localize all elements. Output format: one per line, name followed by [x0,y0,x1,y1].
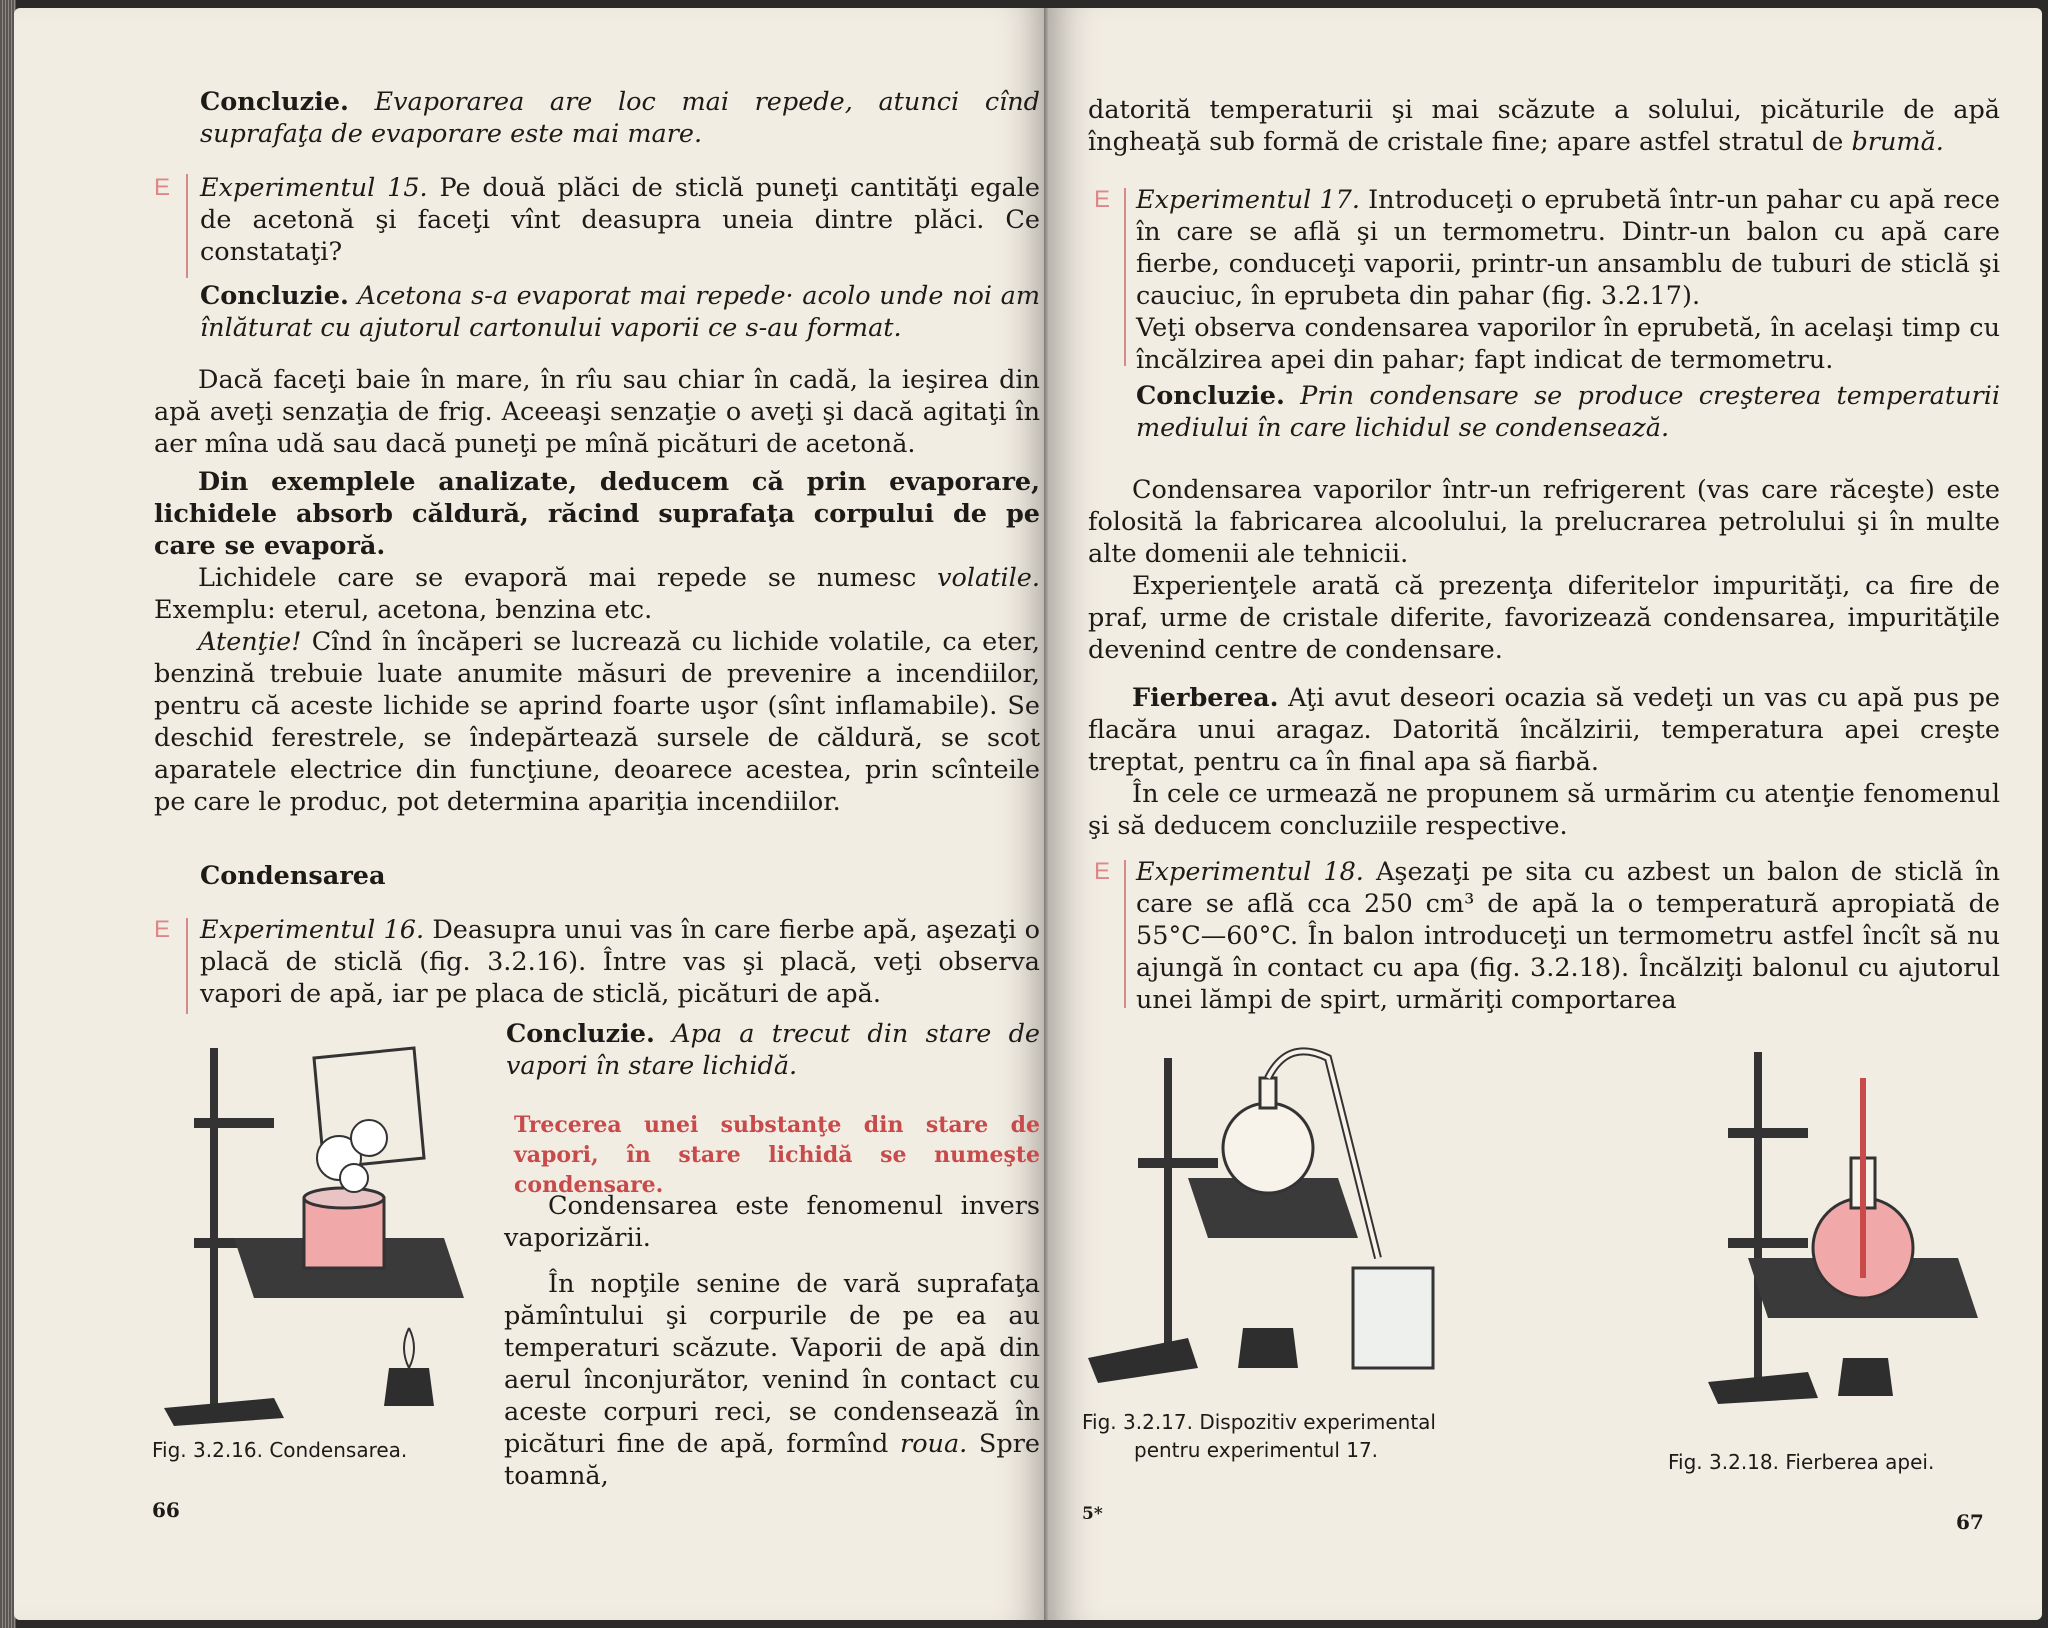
experiment-text: Veţi observa condensarea vaporilor în eprubetă, în acelaşi timp cu încălzirea apei din pahar; fapt indicat de termometru. [1136,313,2000,375]
section-label-fierberea: Fierberea. [1132,683,1279,713]
right-page [1048,8,2042,1620]
figure-caption-line: Fig. 3.2.17. Dispozitiv experimental [1082,1410,1436,1434]
conclusion-label: Concluzie. [200,87,349,117]
section-title: Condensarea [200,861,386,891]
left-page [14,8,1048,1620]
body-paragraphs [154,364,1040,818]
figure-experimental-setup [1078,1038,1498,1408]
paragraph-continued [1088,94,2000,158]
experiment-17 [1136,184,2000,376]
paragraph: Exemplu: eterul, acetona, benzina etc. [154,595,653,625]
conclusion-text: Evaporarea are loc mai repede, atunci cînd suprafaţa de evaporare este mai mare. [200,87,1041,149]
conclusion-text: Acetona s-a evaporat mai repede· acolo unde noi am înlăturat cu ajutorul cartonului vaporii ce s-au format. [200,281,1041,343]
term-bruma: brumă. [1851,127,1944,157]
paragraph: În nopţile senine de vară suprafaţa pămîntului şi corpurile de pe ea au temperaturi scăzute. Vaporii de apă din aerul înconjurător, venind în contact cu aceste corpuri reci, se condensează în picături fine de apă, formînd [504,1269,1040,1459]
experiment-marker: E [1094,858,1111,885]
paragraph: Condensarea vaporilor într-un refrigerent (vas care răceşte) este folosită la fabricarea alcoolului, la prelucrarea petrolului şi în multe alte domenii ale tehnicii. [1088,475,2000,569]
conclusion-label: Concluzie. [200,281,349,311]
conclusion-text: Apa a trecut din stare de vapori în stare lichidă. [506,1019,1040,1081]
experiment-text: Aşezaţi pe sita cu azbest un balon de sticlă în care se află cca 250 cm³ de apă la o temperatură apropiată de 55°C—60°C. În balon introduceţi un termometru astfel încît să nu ajungă în contact cu apa (fig. 3.2.18). Încălziţi balonul cu ajutorul unei lămpi de spirt, urmăriţi comportarea [1136,857,2001,1015]
experiment-bar [186,918,188,1014]
paragraph: datorită temperaturii şi mai scăzute a solului, picăturile de apă îngheaţă sub formă de cristale fine; apare astfel stratul de [1088,95,2000,157]
experiment-16 [200,914,1040,1010]
conclusion-label: Concluzie. [506,1019,655,1049]
experiment-18 [1136,856,2000,1016]
right-column-text [504,1190,1040,1492]
paragraph: Spre toamnă, [504,1429,1040,1491]
conclusion-2 [200,280,1040,344]
term-roua: roua. [900,1429,968,1459]
experiment-text: Deasupra unui vas în care fierbe apă, aşezaţi o placă de sticlă (fig. 3.2.16). Între vas şi placă, veţi observa vapori de apă, iar pe placa de sticlă, picături de apă. [200,915,1040,1009]
warning-label: Atenţie! [198,627,302,657]
experiment-15 [200,172,1040,268]
page-number: 66 [152,1498,180,1522]
conclusion-1 [200,86,1040,150]
figure-boiling-water [1688,1038,2008,1428]
paragraph: Lichidele care se evaporă mai repede se numesc [198,563,917,593]
figure-caption [1082,1408,1436,1464]
experiment-bar [186,174,188,278]
experiment-marker: E [1094,186,1111,213]
body-paragraphs [1088,474,2000,842]
experiment-marker: E [154,916,171,943]
page-number: 67 [1956,1510,1984,1534]
experiment-marker: E [154,174,171,201]
conclusion [1136,380,2000,444]
paragraph: În cele ce urmează ne propunem să urmărim cu atenţie fenomenul şi să deducem concluziile respective. [1088,779,2000,841]
experiment-bar [1124,860,1126,1008]
figure-condensation [154,1038,484,1428]
experiment-bar [1124,188,1126,366]
printer-signature: 5* [1082,1504,1103,1524]
experiment-title: Experimentul 15. [200,173,428,203]
paragraph: Condensarea este fenomenul invers vaporizării. [504,1191,1040,1253]
figure-caption: Fig. 3.2.16. Condensarea. [152,1438,408,1462]
experiment-title: Experimentul 17. [1136,185,1360,215]
conclusion-3 [506,1018,1040,1082]
term-volatile: volatile. [937,563,1040,593]
conclusion-text: Prin condensare se produce creşterea temperaturii mediului în care lichidul se condensează. [1136,381,2001,443]
experiment-text: Pe două plăci de sticlă puneţi cantităţi egale de acetonă şi faceţi vînt deasupra uneia dintre plăci. Ce constataţi? [200,173,1041,267]
paragraph: Aţi avut deseori ocazia să vedeţi un vas cu apă pus pe flacăra unui aragaz. Datorită încălzirii, temperatura apei creşte treptat, pentru ca în final apa să fiarbă. [1088,683,2001,777]
experiment-text: Introduceţi o eprubetă într-un pahar cu apă rece în care se află şi un termometru. Dintr-un balon cu apă care fierbe, conduceţi vaporii, printr-un ansamblu de tuburi de sticlă şi cauciuc, în eprubeta din pahar (fig. 3.2.17). [1136,185,2001,311]
paragraph-bold: Din exemplele analizate, deducem că prin evaporare, lichidele absorb căldură, răcind suprafaţa corpului de pe care se evaporă. [154,467,1040,561]
paragraph: Dacă faceţi baie în mare, în rîu sau chiar în cadă, la ieşirea din apă aveţi senzaţia de frig. Aceeaşi senzaţie o aveţi şi dacă agitaţi în aer mîna udă sau dacă puneţi pe mînă picături de acetonă. [154,365,1040,459]
experiment-title: Experimentul 18. [1136,857,1364,887]
figure-caption: Fig. 3.2.18. Fierberea apei. [1668,1450,1935,1474]
figure-caption-line: pentru experimentul 17. [1134,1438,1379,1462]
definition-condensation: Trecerea unei substanţe din stare de vapori, în stare lichidă se numeşte condensare. [514,1112,1040,1198]
paragraph: Experienţele arată că prezenţa diferitelor impurităţi, ca fire de praf, urme de cristale diferite, favorizează condensarea, impurităţile devenind centre de condensare. [1088,571,2000,665]
experiment-title: Experimentul 16. [200,915,425,945]
paragraph: Cînd în încăperi se lucrează cu lichide volatile, ca eter, benzină trebuie luate anumite măsuri de prevenire a incendiilor, pentru că aceste lichide se aprind foarte uşor (sînt inflamabile). Se deschid ferestrele, se îndepărtează sursele de căldură, se scot aparatele electrice din funcţiune, deoarece acestea, prin scînteile pe care le produc, pot determina apariţia incendiilor. [154,627,1040,817]
conclusion-label: Concluzie. [1136,381,1285,411]
